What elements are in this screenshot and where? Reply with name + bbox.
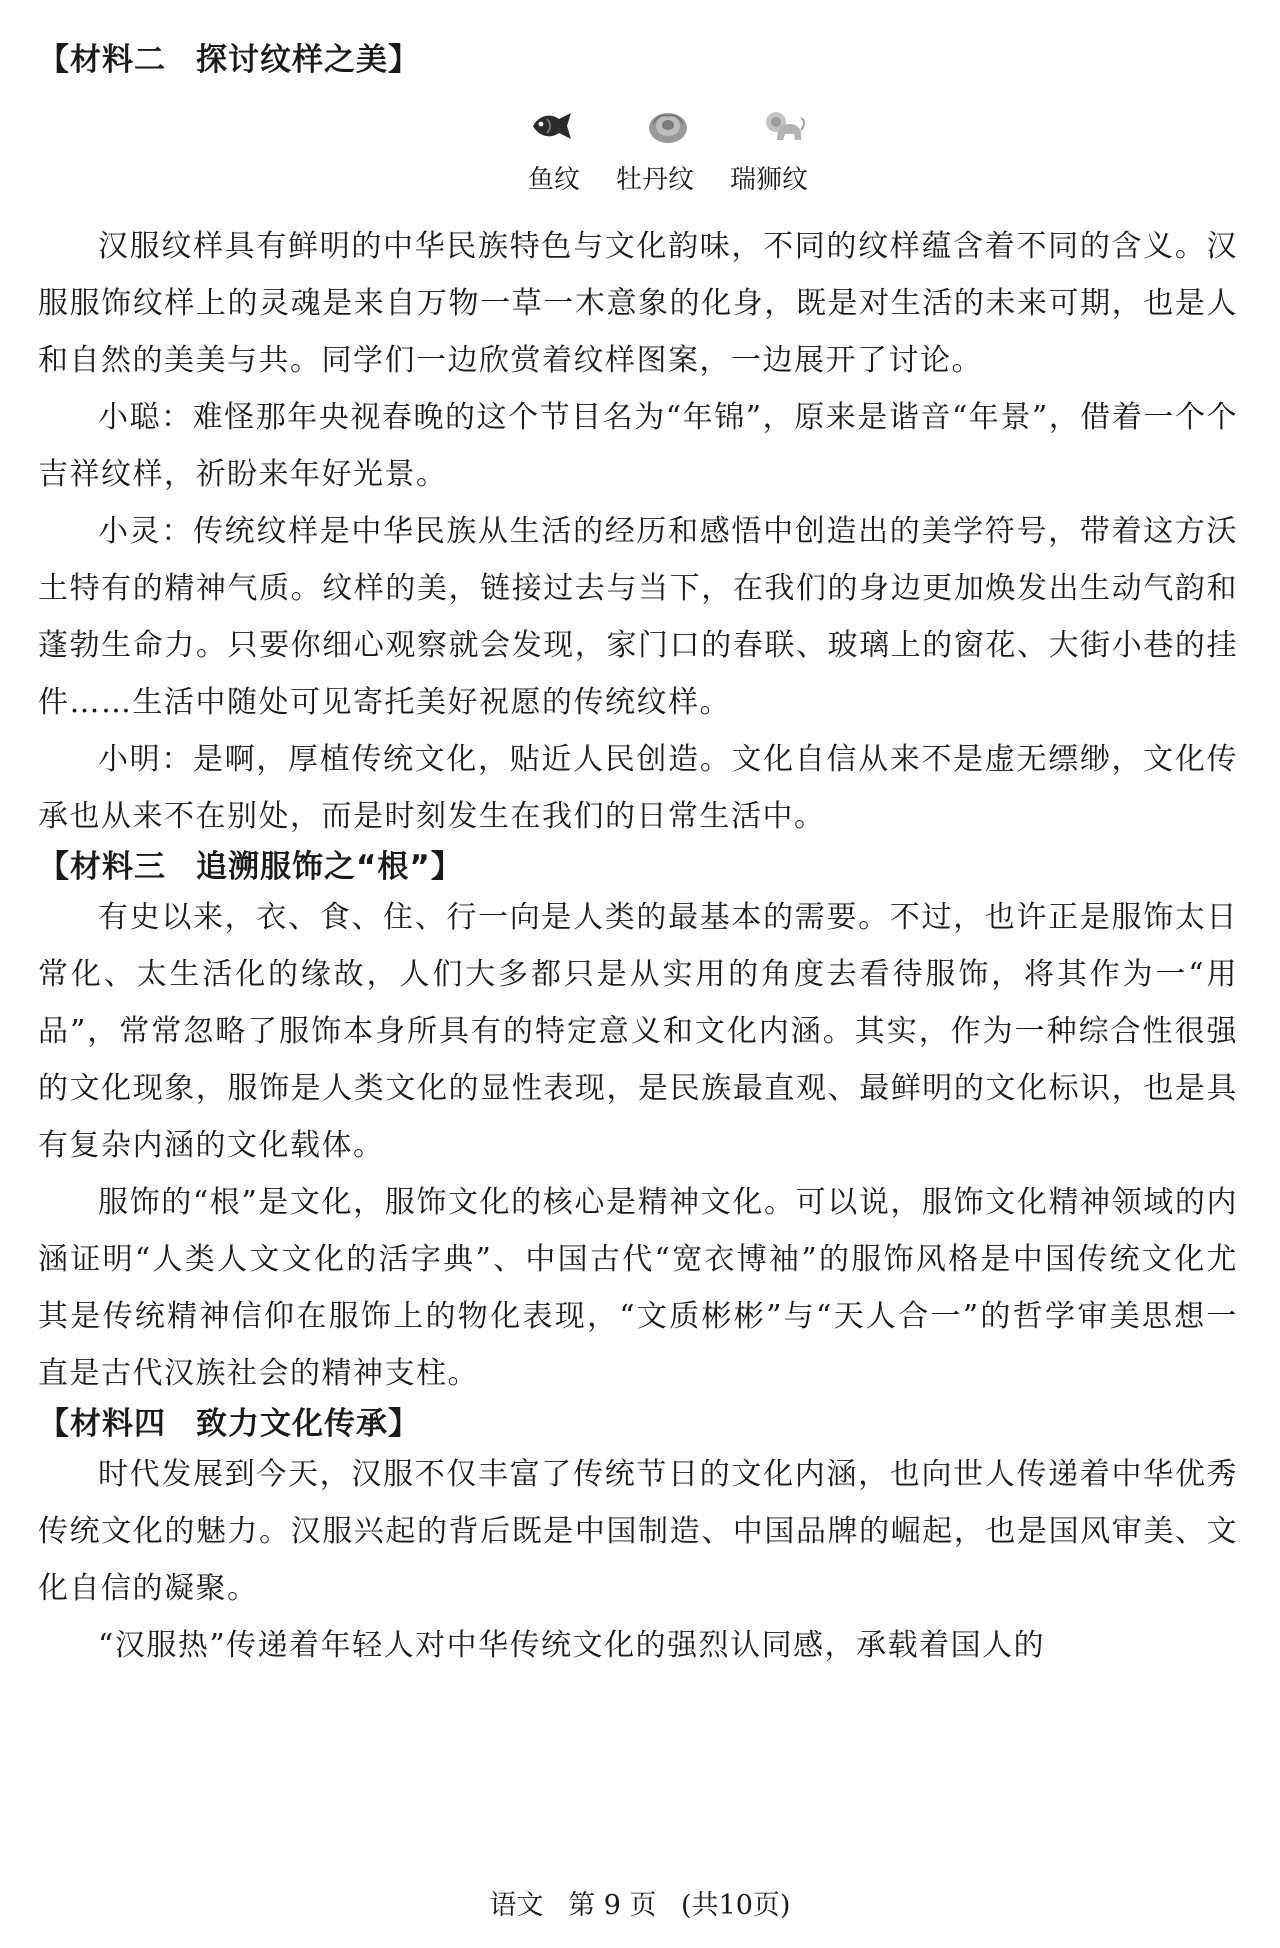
section-label: 【材料二: [38, 42, 166, 78]
section-label: 【材料三: [38, 849, 166, 885]
paragraph: 小灵：传统纹样是中华民族从生活的经历和感悟中创造出的美学符号，带着这方沃土特有的精神气质。纹样的美，链接过去与当下，在我们的身边更加焕发出生动气韵和蓬勃生命力。只要你细心观察就会发现，家门口的春联、玻璃上的窗花、大街小巷的挂件……生活中随处可见寄托美好祝愿的传统纹样。: [38, 514, 1238, 720]
paragraph: 小明：是啊，厚植传统文化，贴近人民创造。文化自信从来不是虚无缥缈，文化传承也从来不在别处，而是时刻发生在我们的日常生活中。: [38, 742, 1238, 834]
footer-page: 第 9 页: [568, 1890, 657, 1921]
lion-pattern-icon: [761, 106, 807, 146]
section-heading-material4: [38, 1402, 1238, 1446]
paragraph: 小聪：难怪那年央视春晚的这个节目名为“年锦”，原来是谐音“年景”，借着一个个吉祥纹样，祈盼来年好光景。: [38, 400, 1238, 492]
paragraph: 时代发展到今天，汉服不仅丰富了传统节日的文化内涵，也向世人传递着中华优秀传统文化的魅力。汉服兴起的背后既是中国制造、中国品牌的崛起，也是国风审美、文化自信的凝聚。: [38, 1457, 1238, 1606]
caption-lion: 瑞狮纹: [730, 165, 809, 195]
footer-total: (共10页): [681, 1890, 791, 1921]
page-footer: [0, 1888, 1280, 1924]
paragraph: 服饰的“根”是文化，服饰文化的核心是精神文化。可以说，服饰文化精神领域的内涵证明“人类人文文化的活字典”、中国古代“宽衣博袖”的服饰风格是中国传统文化尤其是传统精神信仰在服饰上的物化表现，“文质彬彬”与“天人合一”的哲学审美思想一直是古代汉族社会的精神支柱。: [38, 1185, 1238, 1391]
caption-fish: 鱼纹: [527, 165, 580, 195]
footer-subject: 语文: [489, 1890, 544, 1921]
caption-peony: 牡丹纹: [615, 165, 694, 195]
section-title: 致力文化传承】: [196, 1406, 420, 1442]
paragraph: “汉服热”传递着年轻人对中华传统文化的强烈认同感，承载着国人的: [98, 1628, 1046, 1663]
section-title: 探讨纹样之美】: [196, 42, 420, 78]
section-heading-material2: [38, 38, 1238, 82]
section-title: 追溯服饰之“根”】: [196, 849, 463, 885]
section-heading-material3: [38, 845, 1238, 889]
paragraph: 汉服纹样具有鲜明的中华民族特色与文化韵味，不同的纹样蕴含着不同的含义。汉服服饰纹样上的灵魂是来自万物一草一木意象的化身，既是对生活的未来可期，也是人和自然的美美与共。同学们一边欣赏着纹样图案，一边展开了讨论。: [38, 229, 1238, 378]
pattern-captions: [38, 160, 1238, 200]
exam-page: [38, 38, 1238, 1674]
fish-pattern-icon: [529, 109, 575, 143]
paragraph: 有史以来，衣、食、住、行一向是人类的最基本的需要。不过，也许正是服饰太日常化、太生活化的缘故，人们大多都只是从实用的角度去看待服饰，将其作为一“用品”，常常忽略了服饰本身所具有的特定意义和文化内涵。其实，作为一种综合性很强的文化现象，服饰是人类文化的显性表现，是民族最直观、最鲜明的文化标识，也是具有复杂内涵的文化载体。: [38, 900, 1238, 1163]
section-label: 【材料四: [38, 1406, 166, 1442]
peony-pattern-icon: [645, 106, 691, 146]
pattern-figures: [38, 100, 1238, 152]
